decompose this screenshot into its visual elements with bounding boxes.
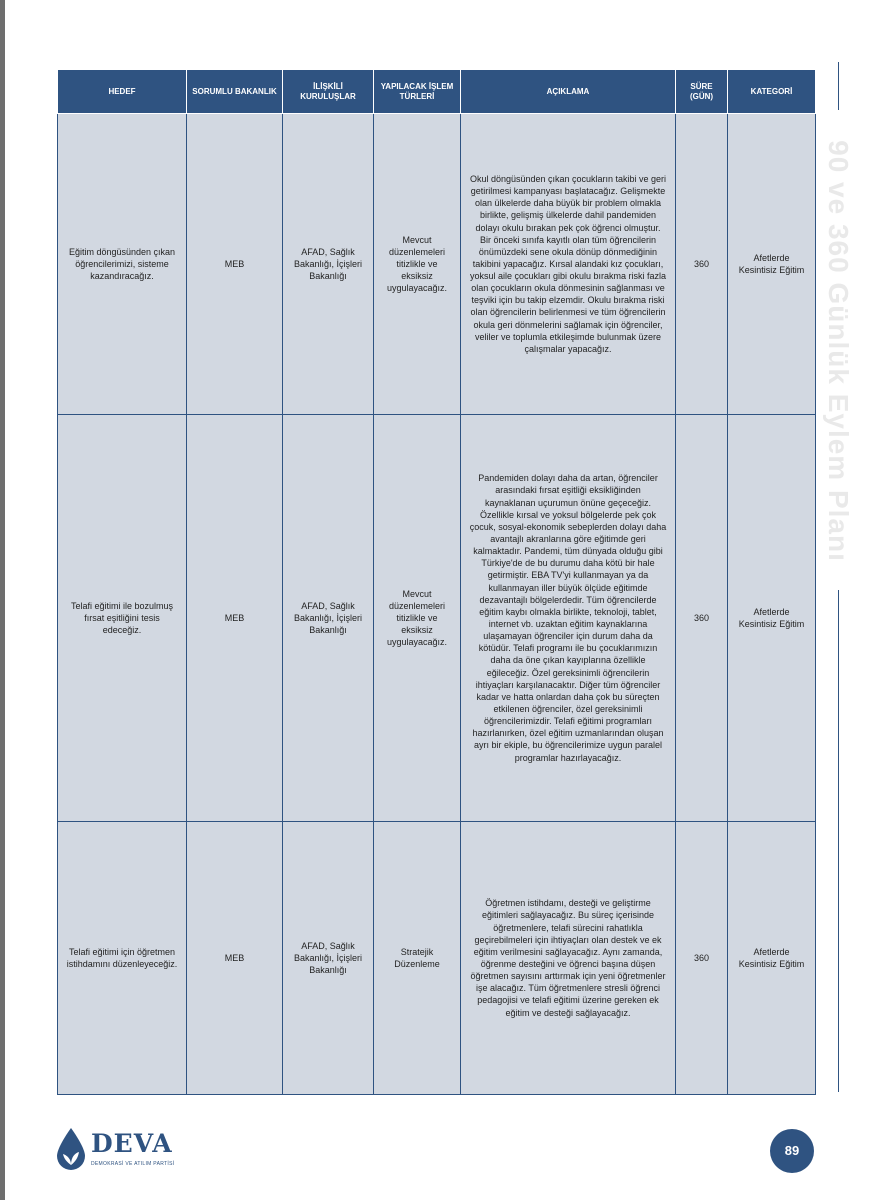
cell-kuruluslar: AFAD, Sağlık Bakanlığı, İçişleri Bakanlığı xyxy=(283,114,374,415)
cell-sure: 360 xyxy=(676,114,728,415)
table-row xyxy=(58,822,816,1095)
cell-hedef: Telafi eğitimi ile bozulmuş fırsat eşitliğini tesis edeceğiz. xyxy=(58,415,187,822)
cell-islem: Mevcut düzenlemeleri titizlikle ve eksiksiz uygulayacağız. xyxy=(374,114,461,415)
logo-subtitle: DEMOKRASİ VE ATILIM PARTİSİ xyxy=(91,1161,175,1167)
cell-hedef: Eğitim döngüsünden çıkan öğrencilerimizi, sisteme kazandıracağız. xyxy=(58,114,187,415)
cell-kuruluslar: AFAD, Sağlık Bakanlığı, İçişleri Bakanlığı xyxy=(283,415,374,822)
cell-aciklama: Okul döngüsünden çıkan çocukların takibi ve geri getirilmesi kampanyası başlatacağız. Gelişmekte olan ülkelerde daha büyük bir problem olmakla birlikte, gelişmiş ülkelerde dahil pandemiden dolayı okulu bırakan pek çok öğrenci olmuştur. Bir önceki sınıfa kayıtlı olan tüm öğrencilerin önümüzdeki sene okula dönüp dönmediğinin takibini yapacağız. Kırsal alandaki kız çocukları, yoksul aile çocukları gibi okulu bırakma riski fazla olan çocukların okula dönmesinin sağlanması ve teşviki için bu takip elzemdir. Okulu bırakma riski olan öğrencilerin belirlenmesi ve tüm öğrencilerin okula geri dönmelerini sağlamak için öğrenciler, veliler ve toplumla etkileşimde bulunmak üzere çalışmalar yapacağız. xyxy=(461,114,676,415)
cell-sure: 360 xyxy=(676,822,728,1095)
header-kategori: KATEGORİ xyxy=(728,70,816,114)
deva-logo xyxy=(55,1127,205,1173)
cell-kuruluslar: AFAD, Sağlık Bakanlığı, İçişleri Bakanlığı xyxy=(283,822,374,1095)
cell-sure: 360 xyxy=(676,415,728,822)
cell-bakanlik: MEB xyxy=(187,822,283,1095)
cell-islem: Mevcut düzenlemeleri titizlikle ve eksiksiz uygulayacağız. xyxy=(374,415,461,822)
action-plan-table xyxy=(57,69,816,1095)
header-islem-turleri: YAPILACAK İŞLEM TÜRLERİ xyxy=(374,70,461,114)
table-row xyxy=(58,415,816,822)
page-number: 89 xyxy=(770,1129,814,1173)
header-aciklama: AÇIKLAMA xyxy=(461,70,676,114)
table-row xyxy=(58,114,816,415)
header-sorumlu-bakanlik: SORUMLU BAKANLIK xyxy=(187,70,283,114)
cell-bakanlik: MEB xyxy=(187,415,283,822)
cell-bakanlik: MEB xyxy=(187,114,283,415)
table-header-row xyxy=(58,70,816,114)
cell-aciklama: Öğretmen istihdamı, desteği ve geliştirme eğitimleri sağlayacağız. Bu süreç içerisinde öğretmenlere, telafi sürecini rahatlıkla geçirebilmeleri için ihtiyaçları olan destek ve ek eğitim verilmesini sağlayacağız. Aynı zamanda, öğrenme desteğini ve öğrenci başına düşen öğretmen sayısını arttırmak için yeni öğretmenler işe alacağız. Tüm öğretmenlere stresli öğrenci pedagojisi ve telafi eğitimi üzerine gereken ek eğitim ve desteği sağlayacağız. xyxy=(461,822,676,1095)
side-title: 90 ve 360 Günlük Eylem Planı xyxy=(823,140,854,562)
header-iliskili-kuruluslar: İLİŞKİLİ KURULUŞLAR xyxy=(283,70,374,114)
side-divider-bottom xyxy=(838,590,839,1092)
water-drop-icon xyxy=(55,1127,87,1171)
cell-kategori: Afetlerde Kesintisiz Eğitim xyxy=(728,415,816,822)
cell-hedef: Telafi eğitimi için öğretmen istihdamını düzenleyeceğiz. xyxy=(58,822,187,1095)
cell-kategori: Afetlerde Kesintisiz Eğitim xyxy=(728,114,816,415)
cell-kategori: Afetlerde Kesintisiz Eğitim xyxy=(728,822,816,1095)
cell-islem: Stratejik Düzenleme xyxy=(374,822,461,1095)
page-left-edge xyxy=(0,0,5,1200)
logo-wordmark: DEVA xyxy=(91,1129,173,1158)
side-divider-top xyxy=(838,62,839,110)
cell-aciklama: Pandemiden dolayı daha da artan, öğrenciler arasındaki fırsat eşitliği eksikliğinden kaynaklanan uçurumun önüne geçeceğiz. Özellikle kırsal ve yoksul bölgelerde pek çok çocuk, sosyal-ekonomik sebeplerden dolayı daha avantajlı akranlarına göre eğitimde geri kalmaktadır. Pandemi, tüm dünyada olduğu gibi Türkiye'de de bu durumu daha kötü bir hale getirmiştir. EBA TV'yi kullanmayan ya da kullanmayan iller büyük ölçüde eğitimde dezavantajlı bölgelerdedir. Tüm öğrencilerde eğitim kaybı olmakla birlikte, teknoloji, tablet, internet vb. uzaktan eğitim kaynaklarına ulaşamayan öğrenciler için durum daha da kötüdür. Telafi programı ile bu çocuklarımızın daha da öne çıkan kayıplarına özellikle eğileceğiz. Özel gereksinimli öğrencilerin ihtiyaçları karşılanacaktır. Diğer tüm öğrenciler kadar ve hatta onlardan daha çok bu süreçten etkilenen öğrenciler, özel gereksinimli öğrencilerimizdir. Telafi eğitimi programları hazırlanırken, özel eğitim uzmanlarından oluşan ayrı bir ekiple, bu öğrencilerimize uygun paralel programlar hazırlayacağız. xyxy=(461,415,676,822)
header-hedef: HEDEF xyxy=(58,70,187,114)
header-sure: SÜRE (GÜN) xyxy=(676,70,728,114)
